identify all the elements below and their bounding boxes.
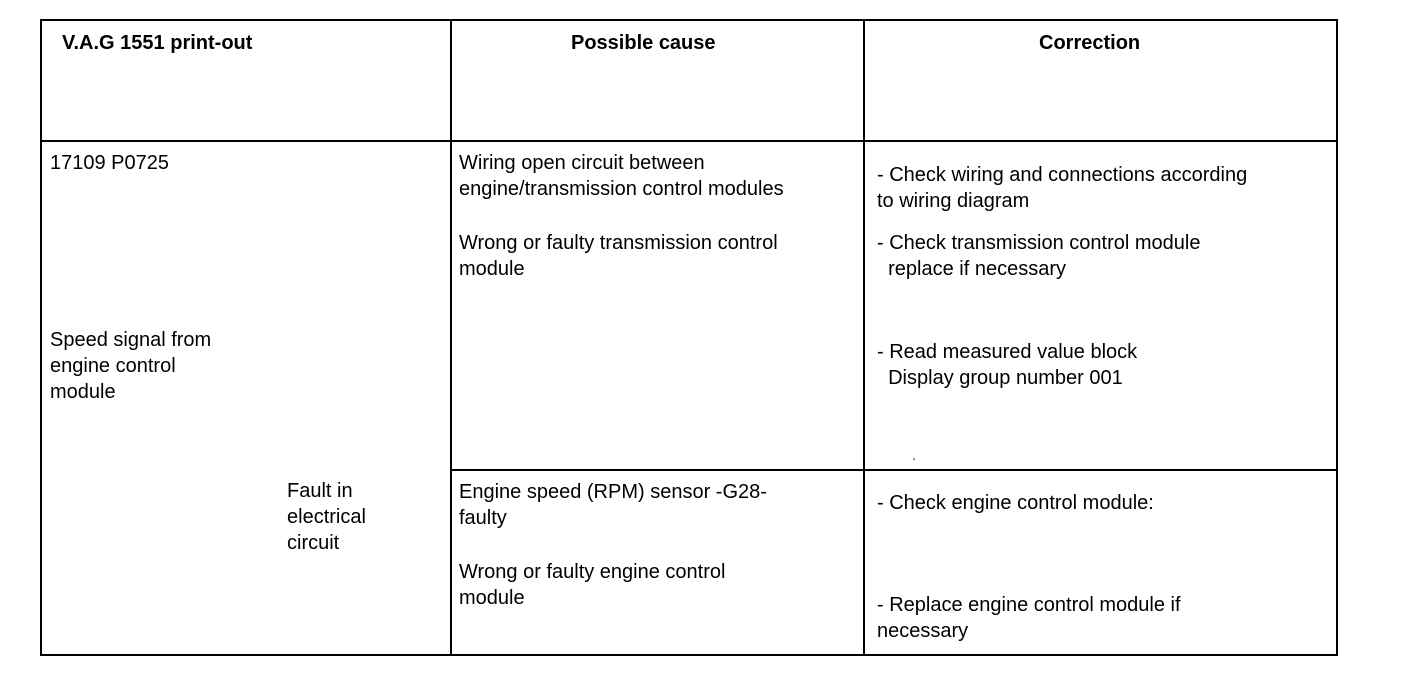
cause-line: engine/transmission control modules [459, 178, 784, 200]
header-printout: V.A.G 1551 print-out [62, 32, 253, 54]
correction-line: - Replace engine control module if [877, 594, 1181, 616]
fault-note-line: circuit [287, 532, 340, 554]
correction-line: to wiring diagram [877, 190, 1030, 212]
fault-code: 17109 P0725 [50, 152, 170, 174]
column-divider [450, 19, 452, 656]
cause-line: Engine speed (RPM) sensor -G28- [459, 481, 767, 503]
cause-line: Wrong or faulty transmission control [459, 232, 778, 254]
header-divider [40, 140, 1338, 142]
stray-mark: ˛ [913, 450, 917, 461]
fault-description-line: module [50, 381, 116, 403]
correction-line: Display group number 001 [877, 367, 1123, 389]
fault-description-line: engine control [50, 355, 176, 377]
cause-line: Wiring open circuit between [459, 152, 705, 174]
header-possible-cause: Possible cause [571, 32, 716, 54]
correction-line: replace if necessary [877, 258, 1066, 280]
correction-line: necessary [877, 620, 969, 642]
correction-line: - Check wiring and connections according [877, 164, 1248, 186]
correction-line: - Check engine control module: [877, 492, 1154, 514]
column-divider [863, 19, 865, 656]
fault-description-line: Speed signal from [50, 329, 212, 351]
correction-line: - Read measured value block [877, 341, 1138, 363]
cause-line: module [459, 258, 525, 280]
cause-line: module [459, 587, 525, 609]
fault-note-line: Fault in [287, 480, 353, 502]
fault-note-line: electrical [287, 506, 366, 528]
correction-line: - Check transmission control module [877, 232, 1201, 254]
cause-line: Wrong or faulty engine control [459, 561, 726, 583]
cause-line: faulty [459, 507, 507, 529]
group-divider [450, 469, 1338, 471]
header-correction: Correction [1039, 32, 1141, 54]
